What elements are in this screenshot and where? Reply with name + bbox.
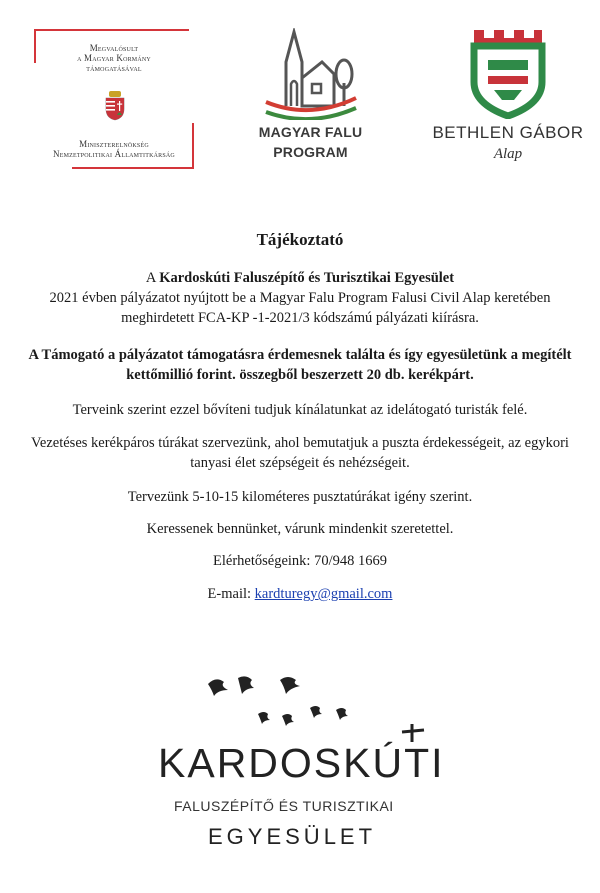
email-link[interactable]: kardturegy@gmail.com — [254, 586, 393, 602]
bga-name: BETHLEN GÁBOR — [432, 123, 584, 142]
grant-line-1: A Támogató a pályázatot támogatásra érdemesnek találta és így egyesületünk a megítélt — [28, 347, 572, 363]
hungarian-coat-of-arms-icon — [104, 91, 126, 121]
gov-text-line: a Magyar Kormány — [77, 53, 151, 63]
mfp-title-line: PROGRAM — [273, 144, 348, 160]
email-label: E-mail: — [207, 586, 255, 602]
village-church-icon — [248, 28, 373, 120]
tours-line-2: tanyasi élet szépségeit és nehézségeit. — [190, 455, 410, 471]
page-title: Tájékoztató — [256, 230, 344, 249]
intro-prefix: A — [145, 270, 160, 286]
mfp-title-line: MAGYAR FALU — [258, 124, 363, 140]
kardoskuti-logo — [150, 672, 470, 882]
paragraph-distances: Tervezünk 5-10-15 kilométeres pusztatúrákat igény szerint. — [127, 489, 473, 505]
kardoskuti-subtitle: FALUSZÉPÍTŐ ÉS TURISZTIKAI — [174, 798, 394, 814]
paragraph-plans: Terveink szerint ezzel bővíteni tudjuk kínálatunkat az idelátogató turisták felé. — [72, 402, 528, 418]
bethlen-gabor-alap-logo — [428, 24, 588, 174]
paragraph-intro — [20, 268, 580, 328]
organization-name: Kardoskúti Faluszépítő és Turisztikai Egyesület — [159, 270, 455, 286]
paragraph-invite: Keressenek bennünket, várunk mindenkit szeretettel. — [146, 521, 454, 537]
paragraph-tours — [20, 433, 580, 473]
intro-line-2: 2021 évben pályázatot nyújtott be a Magyar Falu Program Falusi Civil Alap keretében — [49, 290, 551, 306]
red-frame-line — [72, 167, 194, 169]
kardoskuti-subtitle-2: EGYESÜLET — [208, 824, 377, 849]
intro-line-1 — [20, 268, 580, 288]
tours-line-1: Vezetéses kerékpáros túrákat szervezünk, ahol bemutatjuk a puszta érdekességeit, az egykori — [31, 435, 569, 451]
kardoskuti-title: KARDOSKÚTI — [158, 740, 445, 786]
gov-text-line: Nemzetpolitikai Államtitkárság — [53, 149, 175, 159]
gov-text-line: Megvalósult — [89, 43, 139, 53]
government-support-logo — [34, 29, 194, 169]
bga-subtitle: Alap — [493, 146, 523, 162]
bethlen-gabor-shield-icon — [428, 24, 588, 119]
contact-phone: Elérhetőségeink: 70/948 1669 — [213, 553, 387, 569]
flying-birds-icon — [150, 672, 470, 742]
magyar-falu-program-logo — [248, 28, 373, 168]
red-frame-line — [34, 29, 189, 31]
paragraph-grant — [20, 345, 580, 385]
contact-email — [20, 584, 580, 604]
gov-text-line: Miniszterelnökség — [79, 139, 149, 149]
gov-text-line: támogatásával — [86, 63, 142, 73]
grant-line-2: kettőmillió forint. összegből beszerzett 20 db. kerékpárt. — [126, 367, 474, 383]
intro-line-3: meghirdetett FCA-KP -1-2021/3 kódszámú pályázati kiírásra. — [121, 310, 479, 326]
